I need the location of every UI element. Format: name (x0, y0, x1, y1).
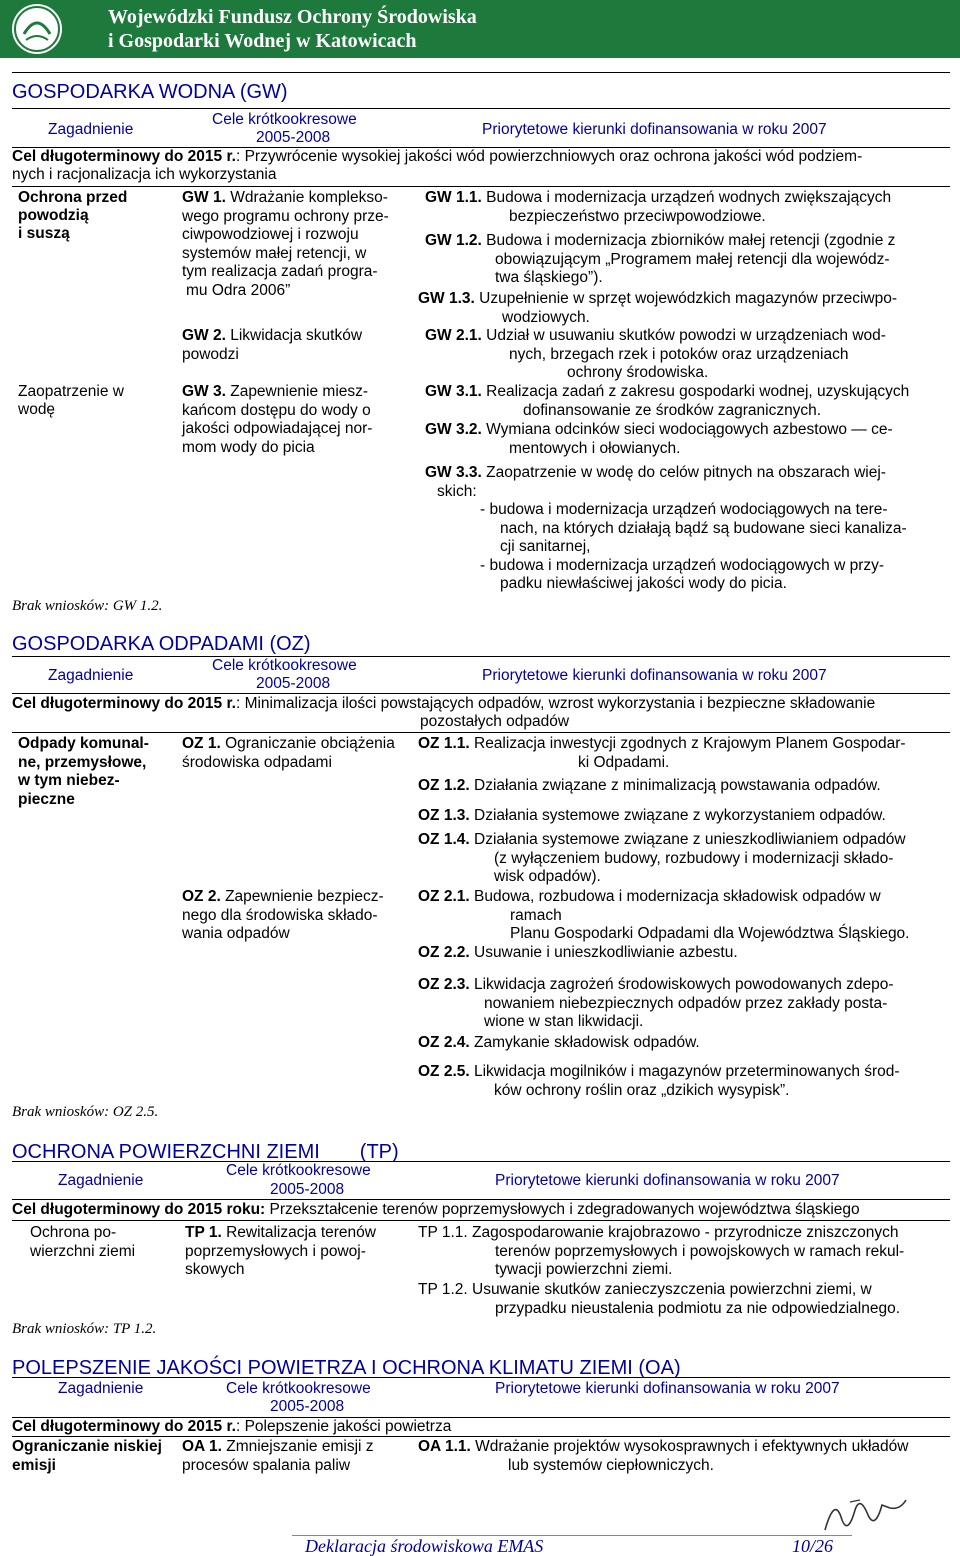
gw-c3-line: Zapewnienie miesz- (225, 383, 369, 400)
gw-p31-text: dofinansowanie ze środków zagranicznych. (523, 401, 822, 419)
oz-p22-code: OZ 2.2. (418, 944, 470, 961)
footer-doc: Deklaracja środowiskowa EMAS (305, 1536, 544, 1556)
oz-p13-text: Działania systemowe związane z wykorzystaniem odpadów. (469, 807, 886, 824)
gw-p11-code: GW 1.1. (425, 189, 482, 206)
oz-p22 (418, 944, 958, 963)
gw-col-priorytety: Priorytetowe kierunki dofinansowania w roku 2007 (482, 121, 827, 138)
gw-p31-text: Realizacja zadań z zakresu gospodarki wodnej, uzyskujących (481, 383, 910, 400)
gw-p11-text: bezpieczeństwo przeciwpowodziowe. (509, 207, 766, 225)
gw-cel-label: Cel długoterminowy do 2015 r. (12, 148, 236, 165)
oz-p21-text: Planu Gospodarki Odpadami dla Województwa Śląskiego. (510, 925, 910, 942)
oz-zag (18, 735, 178, 809)
gw-p12-code: GW 1.2. (425, 232, 482, 249)
gw-p13 (418, 290, 958, 327)
gw-p12-text: obowiązującym „Programem małej retencji dla wojewódz- (495, 250, 890, 268)
oz-zag-line: ne, przemysłowe, (18, 753, 147, 771)
oa-p11-text: lub systemów ciepłowniczych. (508, 1456, 714, 1474)
oz-p11 (418, 735, 958, 772)
gw-bullets (480, 501, 950, 594)
gw-zag2-2: wodę (18, 401, 56, 418)
oz-p11-text: Realizacja inwestycji zgodnych z Krajowym Planem Gospodar- (469, 735, 906, 752)
tp-cel-label: Cel długoterminowy do 2015 roku: (12, 1201, 266, 1218)
gw-c1-line: systemów małej retencji, w (182, 244, 367, 262)
oz-c1-code: OZ 1. (182, 735, 221, 752)
oz-header-rule (12, 693, 950, 694)
gw-p21-code: GW 2.1. (425, 327, 482, 344)
oz-c2-line: nego dla środowiska składo- (182, 906, 378, 924)
tp-col-zagadnienie: Zagadnienie (58, 1172, 144, 1189)
gw-c3-line: mom wody do picia (182, 438, 315, 456)
oz-p14-text: Działania systemowe związane z unieszkodliwianiem odpadów (469, 831, 906, 848)
gw-p32-code: GW 3.2. (425, 421, 482, 438)
gw-brak: Brak wniosków: GW 1.2. (12, 598, 163, 614)
oz-p12 (418, 777, 958, 796)
footer-page-number: 10/26 (792, 1536, 834, 1556)
oz-cel-2: pozostałych odpadów (420, 713, 570, 730)
oa-zag (12, 1438, 182, 1475)
oz-p21 (418, 888, 958, 944)
gw-c2-code: GW 2. (182, 327, 226, 344)
oa-c1 (182, 1438, 412, 1475)
gw-p13-code: GW 1.3. (418, 290, 475, 307)
tp-p12-text: Usuwanie skutków zanieczyszczenia powierzchni ziemi, w (467, 1281, 872, 1298)
oa-cel (12, 1418, 451, 1437)
gw-c1-line: ciwpowodziowej i rozwoju (182, 226, 359, 243)
tp-p12-code: TP 1.2. (418, 1281, 468, 1298)
org-name-line2: i Gospodarki Wodnej w Katowicach (108, 30, 417, 52)
oz-col-cele-1: Cele krótkookresowe (212, 657, 357, 674)
gw-c3-line: jakości odpowiadającej nor- (182, 420, 373, 437)
oa-c1-code: OA 1. (182, 1438, 222, 1455)
gw-col-zagadnienie: Zagadnienie (48, 121, 134, 138)
tp-col-cele-1: Cele krótkookresowe (226, 1162, 371, 1179)
tp-c1-code: TP 1. (185, 1224, 222, 1241)
tp-p11-text: Zagospodarowanie krajobrazowo - przyrodnicze zniszczonych (467, 1224, 899, 1241)
tp-c1-line: poprzemysłowych i powoj- (185, 1242, 366, 1260)
gw-c1 (182, 189, 402, 300)
gw-p11 (425, 189, 955, 226)
tp-zag (30, 1224, 180, 1261)
oz-p11-text: ki Odpadami. (578, 753, 670, 771)
oz-col-zagadnienie: Zagadnienie (48, 667, 134, 684)
oz-p13 (418, 807, 958, 826)
gw-col-cele-2: 2005-2008 (256, 129, 331, 146)
tp-p11-text: tywacji powierzchni ziemi. (495, 1261, 673, 1278)
tp-zag-line: Ochrona po- (30, 1224, 117, 1241)
tp-title-code: (TP) (359, 1141, 399, 1163)
tp-zag-line: wierzchni ziemi (30, 1242, 136, 1260)
oz-p12-text: Działania związane z minimalizacją powstawania odpadów. (469, 777, 881, 794)
oz-zag-line: Odpady komunal- (18, 735, 149, 752)
tp-brak: Brak wniosków: TP 1.2. (12, 1321, 157, 1337)
gw-c1-line: wego programu ochrony prze- (182, 207, 389, 225)
oz-brak: Brak wniosków: OZ 2.5. (12, 1104, 159, 1120)
oz-p23-text: wione w stan likwidacji. (484, 1013, 644, 1030)
oa-col-cele-2: 2005-2008 (270, 1398, 345, 1415)
gw-p13-text: wodziowych. (502, 308, 590, 326)
gw-c1-line: tym realizacja zadań progra- (182, 263, 378, 280)
oz-p25-text: Likwidacja mogilników i magazynów przeterminowanych środ- (469, 1063, 900, 1080)
gw-p11-text: Budowa i modernizacja urządzeń wodnych zwiększających (481, 189, 892, 206)
oa-c1-line: Zmniejszanie emisji z (221, 1438, 374, 1455)
oz-p14-text: (z wyłączeniem budowy, rozbudowy i modernizacji składo- (494, 849, 894, 867)
gw-p31-code: GW 3.1. (425, 383, 482, 400)
gw-zag1-3: i suszą (18, 225, 70, 242)
gw-p32-text: mentowych i ołowianych. (509, 439, 681, 457)
oa-cel-label: Cel długoterminowy do 2015 r. (12, 1418, 236, 1435)
oz-col-priorytety: Priorytetowe kierunki dofinansowania w roku 2007 (482, 667, 827, 684)
gw-c2-line: powodzi (182, 345, 239, 363)
gw-p21 (425, 327, 955, 383)
oz-p22-text: Usuwanie i unieszkodliwianie azbestu. (469, 944, 738, 961)
gw-c3-code: GW 3. (182, 383, 226, 400)
gw-p31 (425, 383, 955, 420)
oz-p23-text: nowaniem niebezpiecznych odpadów przez zakłady posta- (484, 994, 888, 1012)
oz-p25 (418, 1063, 958, 1100)
oa-p11 (418, 1438, 958, 1475)
gw-p33-text: skich: (437, 482, 477, 500)
oz-p14 (418, 831, 958, 887)
tp-c1 (185, 1224, 405, 1280)
oa-cel-text: : Polepszenie jakości powietrza (235, 1418, 452, 1435)
gw-zag1-1: Ochrona przed (18, 189, 128, 206)
gw-p21-text: nych, brzegach rzek i potoków oraz urządzeniach (509, 345, 849, 363)
oa-c1-line: procesów spalania paliw (182, 1456, 351, 1474)
oz-p13-code: OZ 1.3. (418, 807, 470, 824)
gw-col-cele-1: Cele krótkookresowe (212, 111, 357, 128)
gw-c2-line: Likwidacja skutków (225, 327, 363, 344)
gw-p21-text: Udział w usuwaniu skutków powodzi w urządzeniach wod- (481, 327, 886, 344)
gw-p21-text: ochrony środowiska. (567, 364, 709, 381)
oz-p23-code: OZ 2.3. (418, 976, 470, 993)
gw-p12 (425, 232, 955, 288)
oz-p24 (418, 1034, 958, 1053)
gw-p12-text: twa śląskiego”). (495, 269, 603, 286)
tp-col-priorytety: Priorytetowe kierunki dofinansowania w roku 2007 (495, 1172, 840, 1189)
tp-title: OCHRONA POWIERZCHNI ZIEMI (12, 1141, 320, 1163)
oa-col-cele-1: Cele krótkookresowe (226, 1380, 371, 1397)
tp-cel (12, 1201, 860, 1220)
tp-c1-line: skowych (185, 1261, 245, 1278)
org-name-line1: Wojewódzki Fundusz Ochrony Środowiska (108, 6, 477, 28)
gw-c3 (182, 383, 402, 457)
section-title-oz: GOSPODARKA ODPADAMI (OZ) (12, 633, 311, 655)
oz-cel-text: : Minimalizacja ilości powstających odpadów, wzrost wykorzystania i bezpieczne składowanie (235, 695, 876, 712)
tp-title-rule (12, 1161, 950, 1162)
gw-p32 (425, 421, 955, 458)
tp-p12-text: przypadku nieustalenia podmiotu za nie odpowiedzialnego. (495, 1299, 900, 1317)
section-title-oa: POLEPSZENIE JAKOŚCI POWIETRZA I OCHRONA KLIMATU ZIEMI (OA) (12, 1357, 681, 1379)
tp-col-cele-2: 2005-2008 (270, 1181, 345, 1198)
tp-c1-line: Rewitalizacja terenów (221, 1224, 376, 1241)
gw-p32-text: Wymiana odcinków sieci wodociągowych azbestowo — ce- (481, 421, 893, 438)
oz-p24-code: OZ 2.4. (418, 1034, 470, 1051)
oz-col-cele-2: 2005-2008 (256, 675, 331, 692)
oz-title-rule (12, 656, 950, 657)
tp-cel-rule (12, 1220, 950, 1221)
tp-cel-text: Przekształcenie terenów poprzemysłowych i zdegradowanych województwa śląskiego (265, 1201, 860, 1218)
header-rule (12, 72, 950, 73)
gw-cel-rule (12, 186, 950, 187)
oa-title-rule (12, 1377, 950, 1378)
oa-cel-rule (12, 1436, 950, 1437)
gw-zag1-2: powodzią (18, 207, 89, 224)
oz-cel-label: Cel długoterminowy do 2015 r. (12, 695, 236, 712)
oa-zag-line: emisji (12, 1456, 56, 1474)
oz-zag-line: pieczne (18, 790, 75, 808)
oz-p21-code: OZ 2.1. (418, 888, 470, 905)
gw-c1-line: mu Odra 2006” (186, 281, 291, 299)
gw-zag2-1: Zaopatrzenie w (18, 383, 124, 400)
gw-c3-line: kańcom dostępu do wody o (182, 401, 371, 419)
oz-c1 (182, 735, 412, 772)
gw-bullet-line: padku niewłaściwej jakości wody do picia. (500, 575, 787, 592)
gw-c1-line: Wdrażanie komplekso- (225, 189, 388, 206)
oz-p23 (418, 976, 958, 1032)
oz-p12-code: OZ 1.2. (418, 777, 470, 794)
signature-image (820, 1490, 910, 1540)
tp-p11 (418, 1224, 958, 1280)
oa-zag-line: Ograniczanie niskiej (12, 1438, 162, 1455)
oz-p11-code: OZ 1.1. (418, 735, 470, 752)
oz-cel (12, 695, 875, 714)
oz-p25-text: ków ochrony roślin oraz „dzikich wysypisk”. (494, 1081, 790, 1099)
oa-col-zagadnienie: Zagadnienie (58, 1380, 144, 1397)
oa-col-priorytety: Priorytetowe kierunki dofinansowania w roku 2007 (495, 1380, 840, 1397)
oa-p11-text: Wdrażanie projektów wysokosprawnych i efektywnych układów (470, 1438, 909, 1455)
oz-c1-line: Ograniczanie obciążenia (220, 735, 395, 752)
oz-zag-line: w tym niebez- (18, 772, 120, 789)
gw-bullet-line: - budowa i modernizacja urządzeń wodociągowych w przy- (480, 556, 885, 574)
gw-p12-text: Budowa i modernizacja zbiorników małej retencji (zgodnie z (481, 232, 896, 249)
oz-c2-line: Zapewnienie bezpiecz- (220, 888, 384, 905)
gw-p33-code: GW 3.3. (425, 464, 482, 481)
oz-c1-line: środowiska odpadami (182, 753, 332, 771)
oz-p14-code: OZ 1.4. (418, 831, 470, 848)
logo-icon (12, 4, 62, 54)
gw-p13-text: Uzupełnienie w sprzęt wojewódzkich magazynów przeciwpo- (474, 290, 897, 307)
oz-c2-line: wania odpadów (182, 925, 290, 942)
gw-bullet-line: nach, na których działają bądź są budowane sieci kanaliza- (500, 519, 907, 537)
oz-c2 (182, 888, 412, 944)
oz-p21-text: Budowa, rozbudowa i modernizacja składowisk odpadów w (469, 888, 881, 905)
tp-p11-text: terenów poprzemysłowych i powojskowych w ramach rekul- (495, 1242, 905, 1260)
oz-p25-code: OZ 2.5. (418, 1063, 470, 1080)
gw-cel-2: nych i racjonalizacja ich wykorzystania (12, 166, 277, 183)
tp-p11-code: TP 1.1. (418, 1224, 468, 1241)
oz-c2-code: OZ 2. (182, 888, 221, 905)
gw-bullet-line: - budowa i modernizacja urządzeń wodociągowych na tere- (480, 501, 888, 518)
oz-p14-text: wisk odpadów). (494, 868, 601, 885)
gw-c1-code: GW 1. (182, 189, 226, 206)
oz-p24-text: Zamykanie składowisk odpadów. (469, 1034, 700, 1051)
gw-title-rule (12, 108, 950, 109)
oa-p11-code: OA 1.1. (418, 1438, 471, 1455)
oz-p21-text: ramach (510, 906, 562, 924)
oz-p23-text: Likwidacja zagrożeń środowiskowych powodowanych zdepo- (469, 976, 894, 993)
tp-header-rule (12, 1199, 950, 1200)
oz-cel-rule (12, 732, 950, 733)
gw-c2 (182, 327, 402, 364)
gw-bullet-line: cji sanitarnej, (500, 538, 591, 555)
gw-cel-text: : Przywrócenie wysokiej jakości wód powierzchniowych oraz ochrona jakości wód podziem- (235, 148, 863, 165)
gw-p33 (425, 464, 955, 501)
gw-cel (12, 148, 862, 167)
tp-p12 (418, 1281, 958, 1318)
section-title-gw: GOSPODARKA WODNA (GW) (12, 81, 288, 103)
gw-p33-text: Zaopatrzenie w wodę do celów pitnych na obszarach wiej- (481, 464, 886, 481)
